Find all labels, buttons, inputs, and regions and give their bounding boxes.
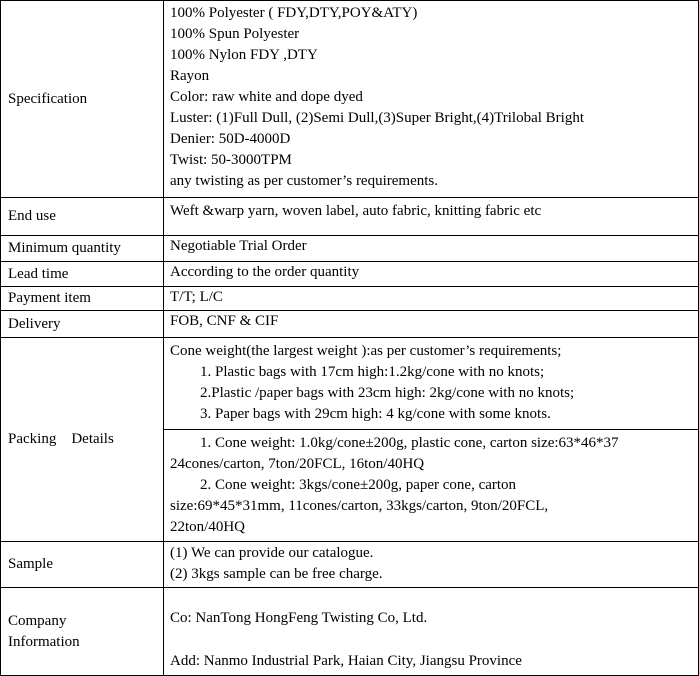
packing-line: 1. Plastic bags with 17cm high:1.2kg/cone with no knots; xyxy=(200,364,545,380)
company-address: Add: Nanmo Industrial Park, Haian City, Jiangsu Province xyxy=(170,653,522,669)
packing-details-label: Packing Details xyxy=(1,338,164,542)
packing-details-block1 xyxy=(164,338,699,430)
specification-line: 100% Spun Polyester xyxy=(170,26,300,42)
packing-line: 24cones/carton, 7ton/20FCL, 16ton/40HQ xyxy=(170,456,425,472)
packing-line: 2. Cone weight: 3kgs/cone±200g, paper cone, carton xyxy=(200,477,517,493)
specification-line: 100% Nylon FDY ,DTY xyxy=(170,47,318,63)
packing-line: size:69*45*31mm, 11cones/carton, 33kgs/carton, 9ton/20FCL, xyxy=(170,498,549,514)
packing-line: 22ton/40HQ xyxy=(170,519,245,535)
packing-line: 1. Cone weight: 1.0kg/cone±200g, plastic cone, carton size:63*46*37 xyxy=(200,435,619,451)
row-packing-block1 xyxy=(1,338,699,430)
specification-line: Color: raw white and dope dyed xyxy=(170,89,363,105)
sample-value xyxy=(164,542,699,588)
row-delivery xyxy=(1,311,699,338)
packing-details-block2 xyxy=(164,430,699,542)
specification-line: Twist: 50-3000TPM xyxy=(170,152,292,168)
row-end-use xyxy=(1,198,699,236)
delivery-label: Delivery xyxy=(1,311,164,338)
payment-item-label: Payment item xyxy=(1,287,164,311)
specification-line: any twisting as per customer’s requirements. xyxy=(170,173,438,189)
specification-value xyxy=(164,1,699,198)
packing-line: 3. Paper bags with 29cm high: 4 kg/cone with some knots. xyxy=(200,406,551,422)
company-information-value xyxy=(164,588,699,676)
packing-line: 2.Plastic /paper bags with 23cm high: 2kg/cone with no knots; xyxy=(200,385,575,401)
specification-line: Denier: 50D-4000D xyxy=(170,131,291,147)
row-specification xyxy=(1,1,699,198)
company-information-label xyxy=(1,588,164,676)
row-sample xyxy=(1,542,699,588)
packing-line: Cone weight(the largest weight ):as per customer’s requirements; xyxy=(170,343,562,359)
specification-line: Luster: (1)Full Dull, (2)Semi Dull,(3)Super Bright,(4)Trilobal Bright xyxy=(170,110,585,126)
row-payment-item xyxy=(1,287,699,311)
sample-label: Sample xyxy=(1,542,164,588)
company-name: Co: NanTong HongFeng Twisting Co, Ltd. xyxy=(170,610,428,626)
company-label-line: Information xyxy=(8,633,80,650)
delivery-value: FOB, CNF & CIF xyxy=(164,311,699,338)
minimum-quantity-label: Minimum quantity xyxy=(1,236,164,262)
sample-line: (2) 3kgs sample can be free charge. xyxy=(170,566,383,582)
lead-time-label: Lead time xyxy=(1,262,164,287)
payment-item-value: T/T; L/C xyxy=(164,287,699,311)
specification-line: 100% Polyester ( FDY,DTY,POY&ATY) xyxy=(170,5,418,21)
company-spacer xyxy=(170,629,692,651)
company-label-line: Company xyxy=(8,612,67,629)
sample-line: (1) We can provide our catalogue. xyxy=(170,545,374,561)
row-lead-time xyxy=(1,262,699,287)
specification-line: Rayon xyxy=(170,68,210,84)
end-use-value: Weft &warp yarn, woven label, auto fabric, knitting fabric etc xyxy=(164,198,699,236)
lead-time-value: According to the order quantity xyxy=(164,262,699,287)
specification-label: Specification xyxy=(1,1,164,198)
row-company-information xyxy=(1,588,699,676)
end-use-label: End use xyxy=(1,198,164,236)
row-minimum-quantity xyxy=(1,236,699,262)
minimum-quantity-value: Negotiable Trial Order xyxy=(164,236,699,262)
